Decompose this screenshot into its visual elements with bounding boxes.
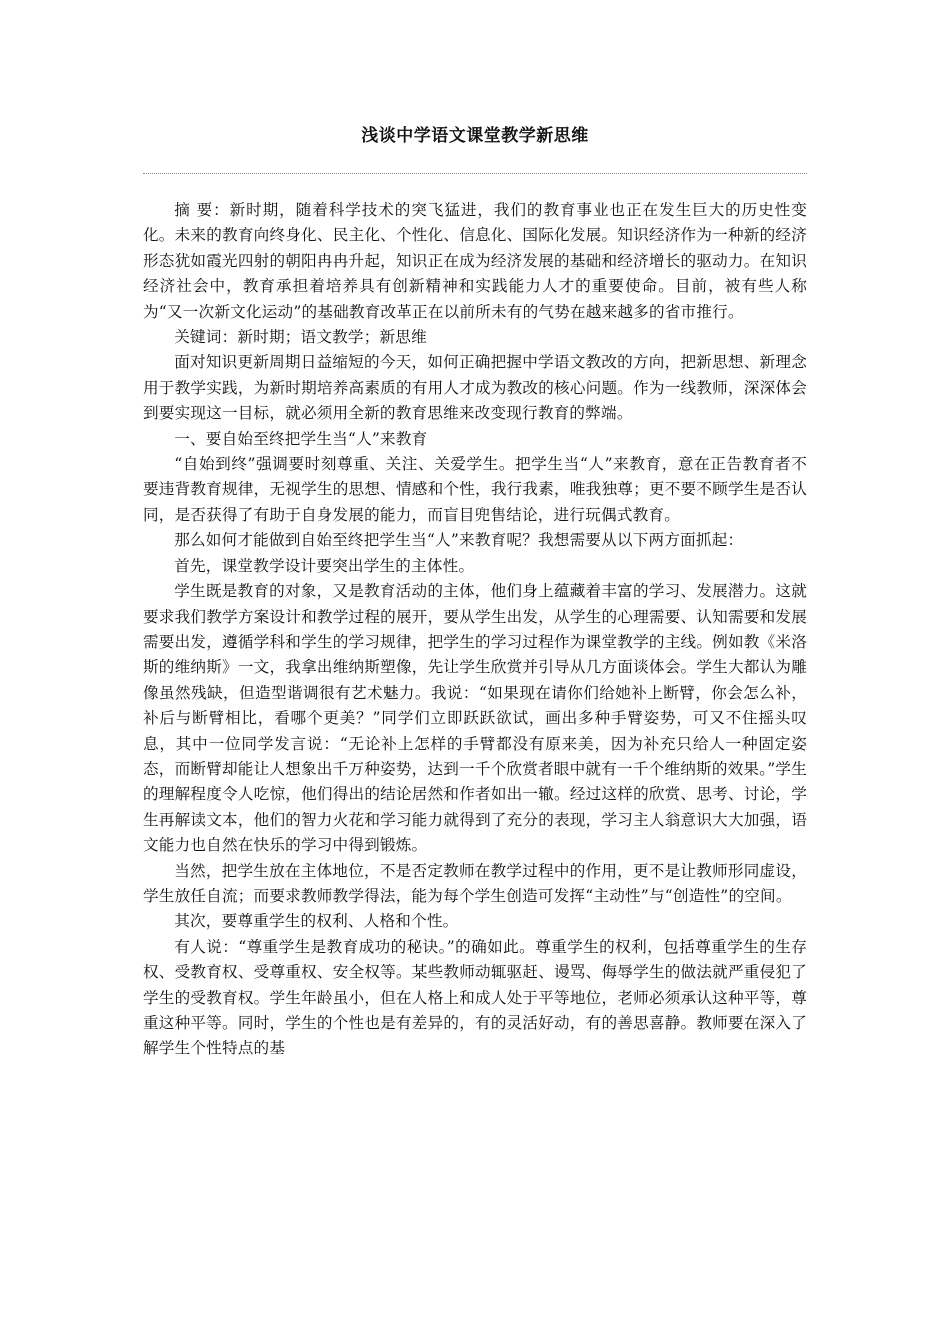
- document-title: 浅谈中学语文课堂教学新思维: [361, 126, 589, 146]
- subsection-heading: 首先，课堂教学设计要突出学生的主体性。: [174, 556, 475, 575]
- body-paragraph: 学生既是教育的对象，又是教育活动的主体，他们身上蕴藏着丰富的学习、发展潜力。这就要求我们教学方案设计和教学过程的展开，要从学生出发，从学生的心理需要、认知需要和发展需要出发，遵循学科和学生的学习规律，把学生的学习过程作为课堂教学的主线。例如教《米洛斯的维纳斯》一文，我拿出维纳斯塑像，先让学生欣赏并引导从几方面谈体会。学生大都认为雕像虽然残缺，但造型谐调很有艺术魅力。我说：“如果现在请你们给她补上断臂，你会怎么补，补后与断臂相比，看哪个更美？”同学们立即跃跃欲试，画出多种手臂姿势，可又不住摇头叹息，其中一位同学发言说：“无论补上怎样的手臂都没有原来美，因为补充只给人一种固定姿态，而断臂却能让人想象出千万种姿势，达到一千个欣赏者眼中就有一千个维纳斯的效果。”学生的理解程度令人吃惊，他们得出的结论居然和作者如出一辙。经过这样的欣赏、思考、讨论，学生再解读文本，他们的智力火花和学习能力就得到了充分的表现，学习主人翁意识大大加强，语文能力也自然在快乐的学习中得到锻炼。: [143, 582, 807, 855]
- subsection-heading: 其次，要尊重学生的权利、人格和个性。: [174, 912, 459, 931]
- body-paragraph: 当然，把学生放在主体地位，不是否定教师在教学过程中的作用，更不是让教师形同虚设，学生放任自流；而要求教师教学得法，能为每个学生创造可发挥“主动性”与“创造性”的空间。: [143, 861, 807, 905]
- body-paragraph: 面对知识更新周期日益缩短的今天，如何正确把握中学语文教改的方向，把新思想、新理念用于教学实践，为新时期培养高素质的有用人才成为教改的核心问题。作为一线教师，深深体会到要实现这一目标，就必须用全新的教育思维来改变现行教育的弊端。: [143, 353, 807, 423]
- keywords-paragraph: 关键词：新时期；语文教学；新思维: [174, 328, 427, 347]
- abstract-paragraph: 摘 要：新时期，随着科学技术的突飞猛进，我们的教育事业也正在发生巨大的历史性变化。未来的教育向终身化、民主化、个性化、信息化、国际化发展。知识经济作为一种新的经济形态犹如霞光四射的朝阳冉冉升起，知识正在成为经济发展的基础和经济增长的驱动力。在知识经济社会中，教育承担着培养具有创新精神和实践能力人才的重要使命。目前，被有些人称为“又一次新文化运动”的基础教育改革正在以前所未有的气势在越来越多的省市推行。: [143, 201, 807, 321]
- body-paragraph: 有人说：“尊重学生是教育成功的秘诀。”的确如此。尊重学生的权利，包括尊重学生的生存权、受教育权、受尊重权、安全权等。某些教师动辄驱赶、谩骂、侮辱学生的做法就严重侵犯了学生的受教育权。学生年龄虽小，但在人格上和成人处于平等地位，老师必须承认这种平等，尊重这种平等。同时，学生的个性也是有差异的，有的灵活好动，有的善思喜静。教师要在深入了解学生个性特点的基: [143, 937, 807, 1058]
- section-heading: 一、要自始至终把学生当“人”来教育: [174, 429, 428, 448]
- title-divider: [143, 173, 807, 174]
- body-paragraph: “自始到终”强调要时刻尊重、关注、关爱学生。把学生当“人”来教育，意在正告教育者不要违背教育规律，无视学生的思想、情感和个性，我行我素，唯我独尊；更不要不顾学生是否认同，是否获得了有助于自身发展的能力，而盲目兜售结论，进行玩偶式教育。: [143, 455, 807, 524]
- body-paragraph: 那么如何才能做到自始至终把学生当“人”来教育呢？我想需要从以下两方面抓起：: [174, 531, 744, 550]
- document-body: [143, 198, 807, 1062]
